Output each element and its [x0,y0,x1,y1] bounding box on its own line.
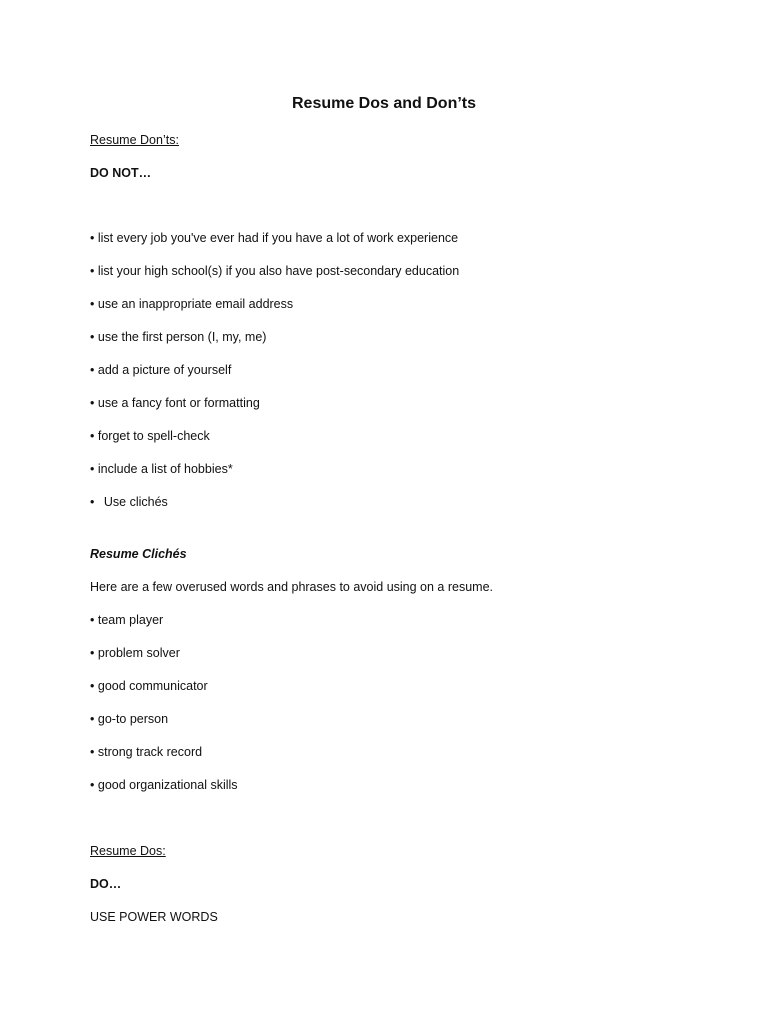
bullet: • [90,429,95,443]
cliche-item: • problem solver [90,646,180,660]
donts-item: • forget to spell-check [90,429,210,443]
bullet: • [90,396,95,410]
cliches-heading: Resume Clichés [90,547,187,561]
bullet: • [90,264,95,278]
bullet: • [90,231,95,245]
cliche-item: • good communicator [90,679,208,693]
cliches-intro: Here are a few overused words and phrases to avoid using on a resume. [90,580,494,594]
bullet: • [90,778,95,792]
bullet: • [90,462,95,476]
donts-item: • list your high school(s) if you also have post-secondary education [90,264,460,278]
dos-heading: Resume Dos: [90,844,166,858]
bullet: • [90,712,95,726]
donts-item: • include a list of hobbies* [90,462,233,476]
bullet: • [90,330,95,344]
donts-item: • list every job you've ever had if you have a lot of work experience [90,231,459,245]
bullet: • [90,363,95,377]
bullet: • [90,679,95,693]
donts-item: • use a fancy font or formatting [90,396,260,410]
donts-item: • add a picture of yourself [90,363,232,377]
bullet: • [90,495,95,509]
bullet: • [90,745,95,759]
cliche-item: • good organizational skills [90,778,238,792]
donts-item: • use the first person (I, my, me) [90,330,267,344]
power-words: USE POWER WORDS [90,910,218,924]
cliche-item: • go-to person [90,712,169,726]
do-label: DO… [90,877,122,891]
donts-item: • use an inappropriate email address [90,297,294,311]
bullet: • [90,646,95,660]
cliche-item: • team player [90,613,164,627]
bullet: • [90,297,95,311]
cliche-item: • strong track record [90,745,203,759]
do-not-label: DO NOT… [90,166,152,180]
donts-heading: Resume Don’ts: [90,133,179,147]
donts-item: • Use clichés [90,495,168,509]
bullet: • [90,613,95,627]
document-title: Resume Dos and Don’ts [291,95,477,112]
